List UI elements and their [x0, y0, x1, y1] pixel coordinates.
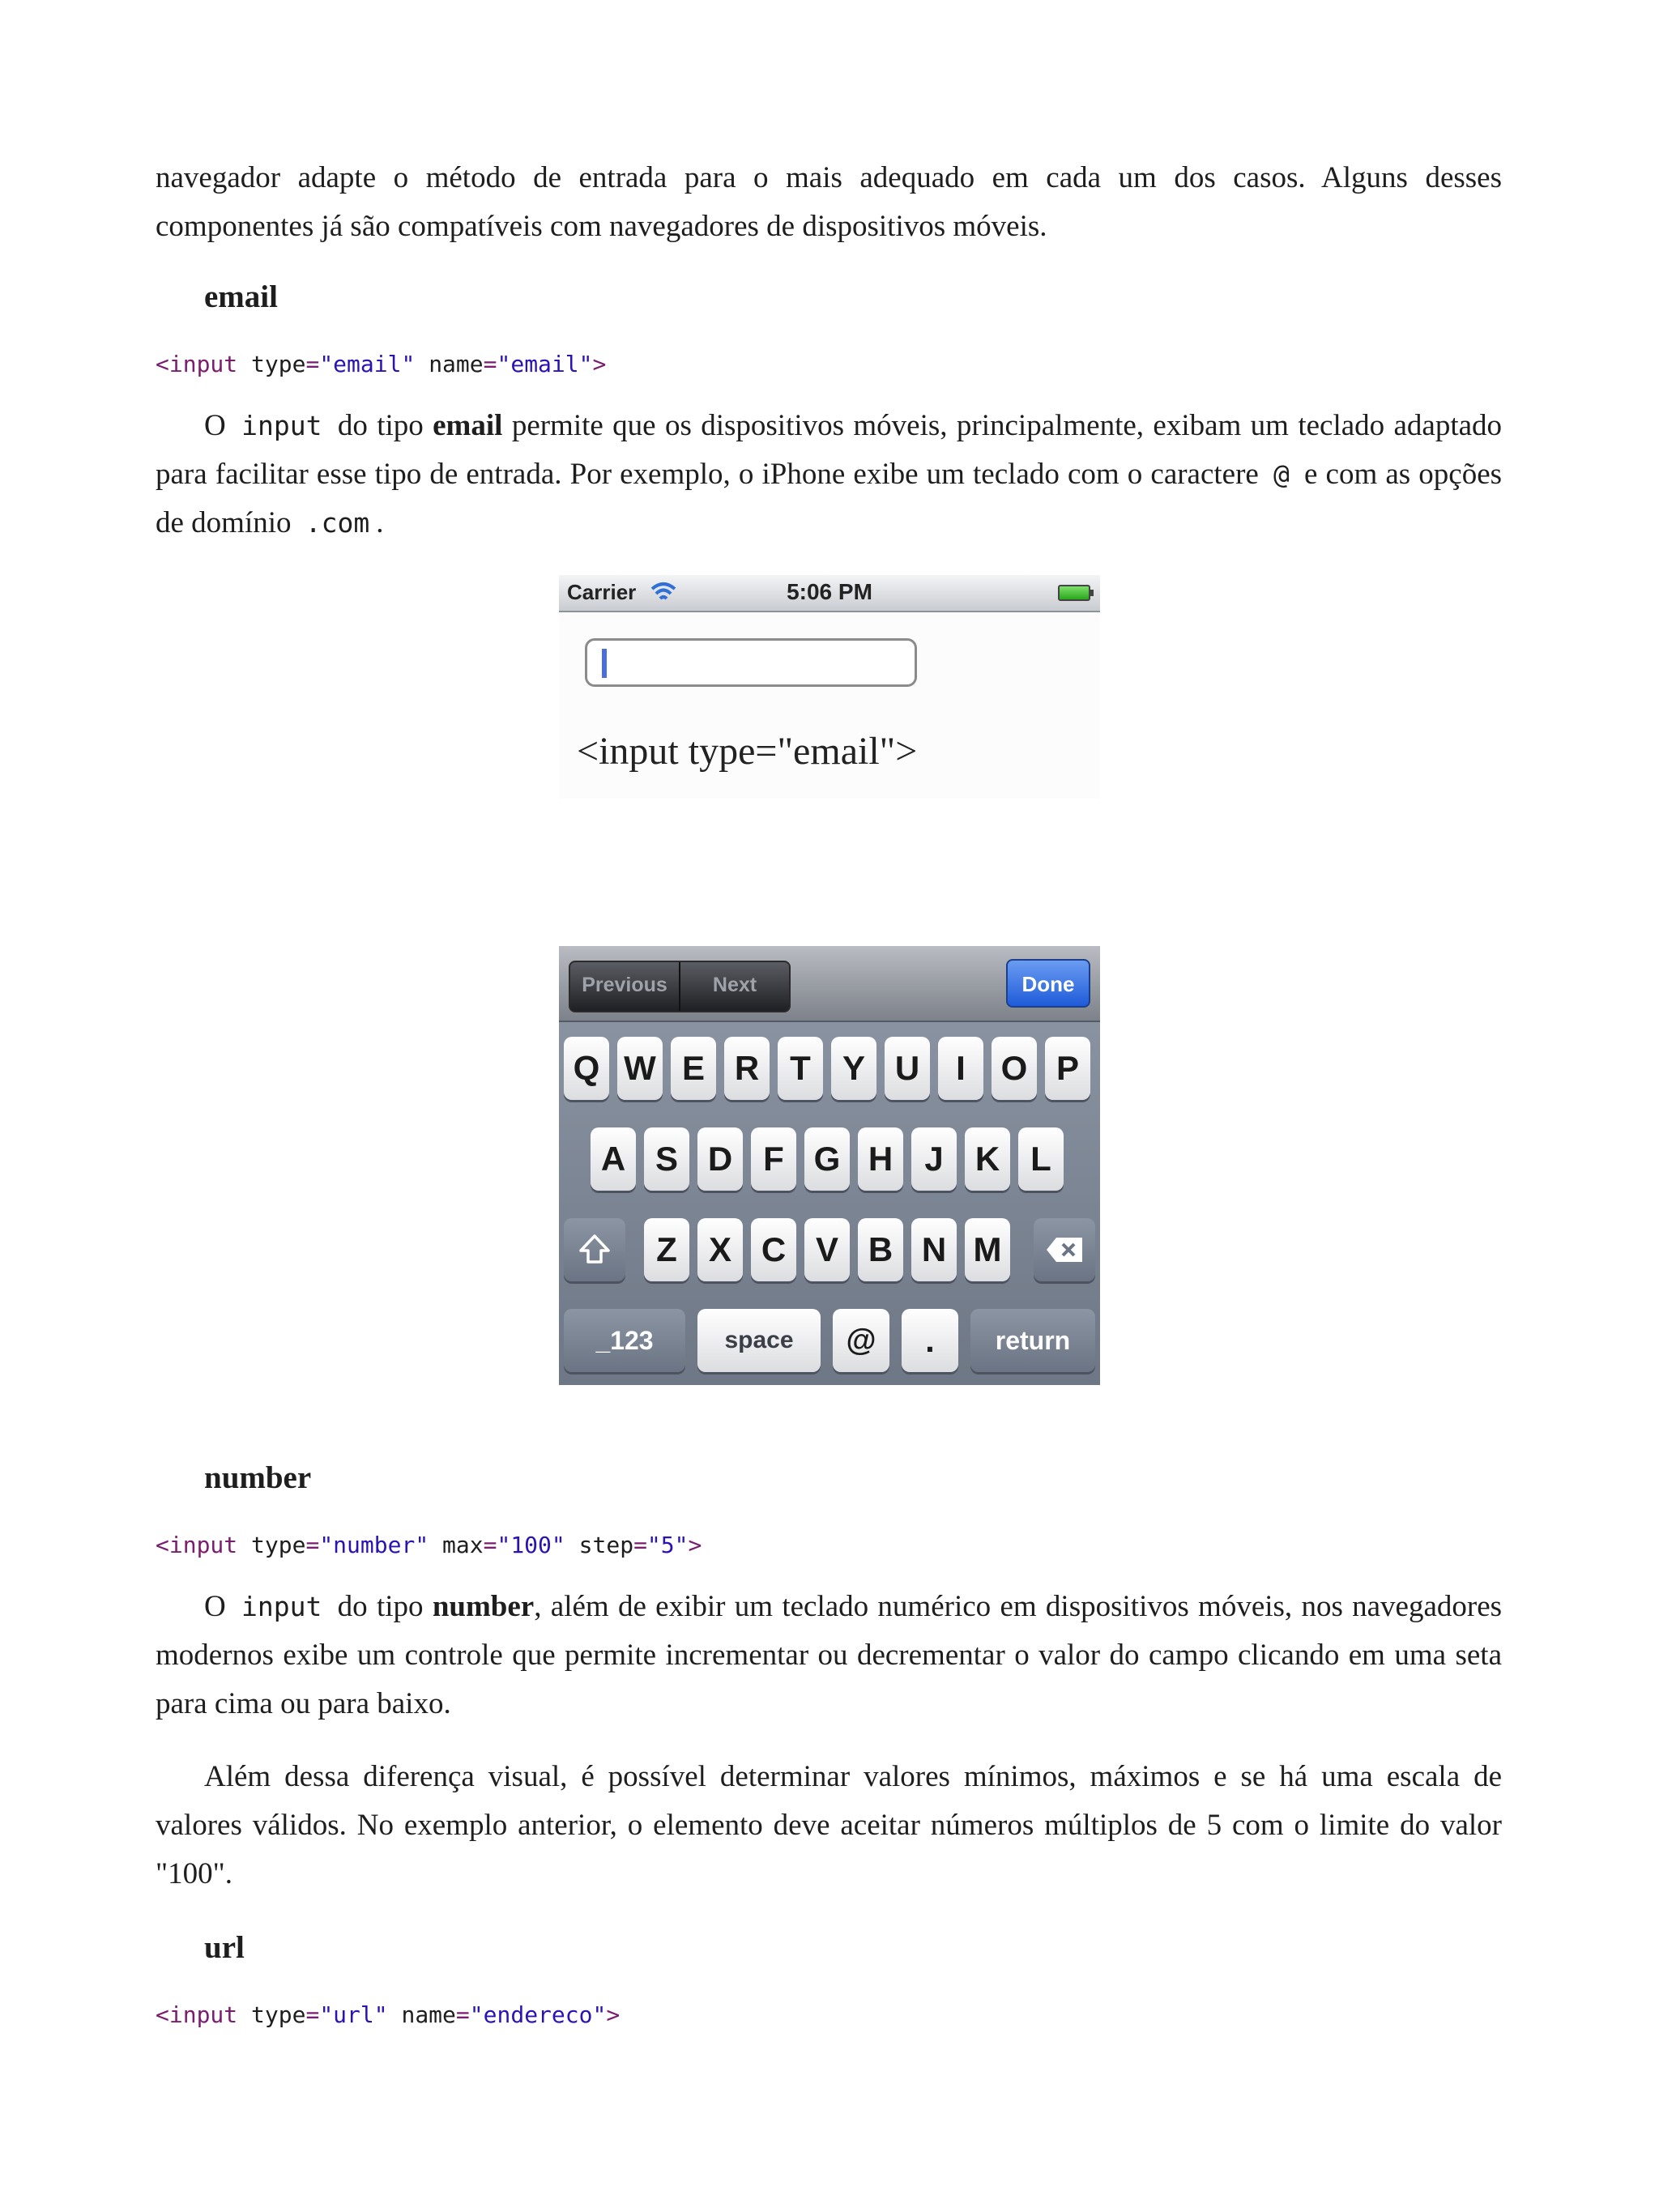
intro-line-1: navegador adapte o método de entrada para o mais adequado em cada um dos casos. Alguns desses [156, 161, 1502, 194]
shift-key[interactable] [564, 1218, 625, 1281]
key-b[interactable]: B [858, 1218, 903, 1281]
code-number: <input type="number" max="100" step="5"> [156, 1532, 702, 1558]
status-time: 5:06 PM [787, 579, 872, 604]
return-key[interactable]: return [970, 1309, 1095, 1372]
numbers-key[interactable]: _123 [564, 1309, 685, 1372]
at-key[interactable]: @ [833, 1309, 889, 1372]
heading-url: url [204, 1930, 245, 1965]
number-paragraph-1: O input do tipo number, além de exibir um teclado numérico em dispositivos móveis, nos navegadores modernos exibe um controle que permite incrementar ou decrementar o valor do campo clicando em uma seta para cima ou para baixo. [156, 1590, 1503, 1720]
carrier-label: Carrier [567, 580, 637, 604]
iphone-email-keyboard [559, 946, 1100, 1385]
key-g[interactable]: G [804, 1127, 850, 1191]
key-z[interactable]: Z [644, 1218, 689, 1281]
key-l[interactable]: L [1018, 1127, 1064, 1191]
dot-key[interactable]: . [902, 1309, 958, 1372]
key-p[interactable]: P [1045, 1037, 1090, 1100]
shift-icon [578, 1233, 611, 1265]
key-q[interactable]: Q [564, 1037, 609, 1100]
status-bar [559, 575, 1100, 612]
battery-icon [1058, 585, 1090, 601]
key-m[interactable]: M [965, 1218, 1010, 1281]
email-paragraph: O input do tipo email permite que os dispositivos móveis, principalmente, exibam um teclado adaptado para facilitar esse tipo de entrada. Por exemplo, o iPhone exibe um teclado com o caractere @ e com as opções de domínio .com . [156, 409, 1503, 539]
key-h[interactable]: H [858, 1127, 903, 1191]
code-email: <input type="email" name="email"> [156, 351, 607, 377]
key-y[interactable]: Y [831, 1037, 876, 1100]
space-key[interactable]: space [697, 1309, 821, 1372]
backspace-key[interactable] [1034, 1218, 1095, 1281]
key-c[interactable]: C [751, 1218, 796, 1281]
previous-button[interactable]: Previous [570, 962, 680, 1011]
key-f[interactable]: F [751, 1127, 796, 1191]
key-j[interactable]: J [911, 1127, 957, 1191]
intro-line-2: componentes já são compatíveis com navegadores de dispositivos móveis. [156, 210, 1047, 243]
backspace-icon [1045, 1236, 1084, 1264]
key-s[interactable]: S [644, 1127, 689, 1191]
key-a[interactable]: A [591, 1127, 636, 1191]
key-k[interactable]: K [965, 1127, 1010, 1191]
key-u[interactable]: U [885, 1037, 930, 1100]
number-paragraph-2: Além dessa diferença visual, é possível determinar valores mínimos, máximos e se há uma escala de valores válidos. No exemplo anterior, o elemento deve aceitar números múltiplos de 5 com o limite do valor "100". [156, 1760, 1502, 1890]
heading-number: number [204, 1460, 312, 1495]
next-button[interactable]: Next [712, 974, 757, 996]
key-o[interactable]: O [992, 1037, 1037, 1100]
code-url: <input type="url" name="endereco"> [156, 2001, 621, 2028]
done-button[interactable]: Done [1006, 959, 1090, 1008]
email-input-caption: <input type="email"> [577, 730, 918, 773]
key-d[interactable]: D [697, 1127, 743, 1191]
key-v[interactable]: V [804, 1218, 850, 1281]
key-n[interactable]: N [911, 1218, 957, 1281]
keyboard-toolbar [559, 946, 1100, 1022]
text-caret [602, 649, 607, 678]
email-input-field[interactable] [585, 638, 917, 687]
key-i[interactable]: I [938, 1037, 983, 1100]
key-x[interactable]: X [697, 1218, 743, 1281]
key-t[interactable]: T [778, 1037, 823, 1100]
heading-email: email [204, 279, 278, 314]
key-w[interactable]: W [617, 1037, 663, 1100]
prev-next-segment [569, 961, 791, 1012]
key-r[interactable]: R [724, 1037, 770, 1100]
iphone-email-field-screenshot [559, 575, 1100, 799]
key-e[interactable]: E [671, 1037, 716, 1100]
